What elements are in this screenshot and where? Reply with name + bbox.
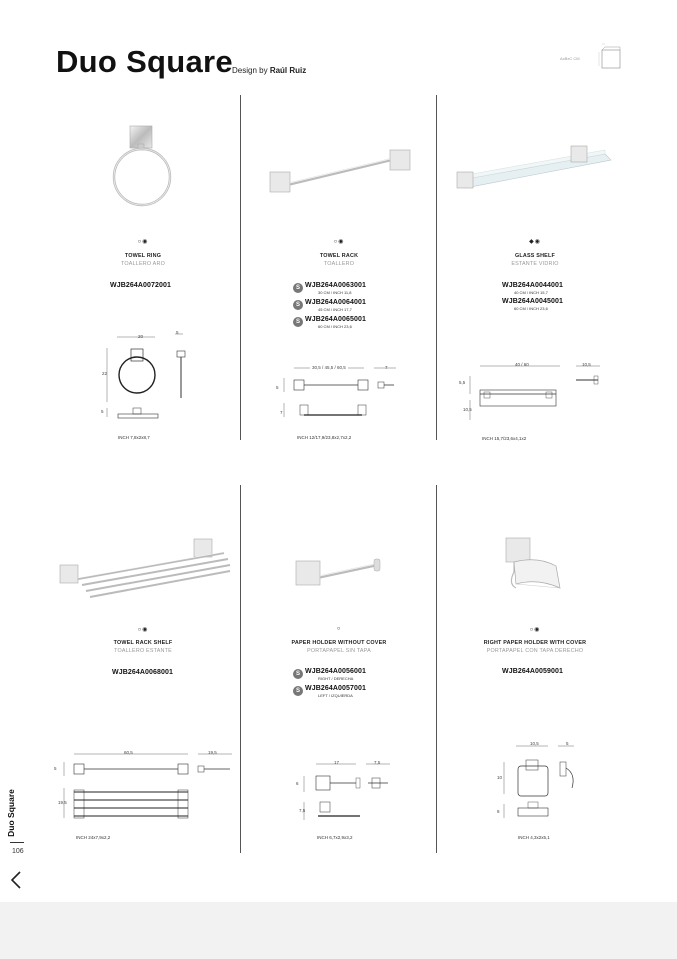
product-name: TOWEL RACK [319, 253, 359, 259]
inch-dimensions: INCH 6,7x2,9x3,2 [317, 835, 353, 840]
product-name-es: TOALLERO ARO [121, 261, 165, 267]
dimension-h: 5,5 [459, 380, 466, 385]
product-name-es: TOALLERO [323, 261, 355, 267]
dimension-a: 40 / 60 [515, 362, 529, 367]
product-code: WJB264A0065001 [305, 316, 366, 323]
finish-options: ○◉ [529, 627, 541, 633]
dimension-b: 5 [176, 330, 179, 335]
finish-options: ○◉ [137, 239, 149, 245]
product-variant: LEFT / IZQUIERDA [318, 693, 353, 698]
towel-rack-drawing [278, 360, 398, 430]
product-name: TOWEL RING [124, 253, 162, 259]
column-divider [436, 95, 437, 440]
glass-shelf-photo [455, 140, 615, 200]
dimension-a: 10,5 [530, 741, 539, 746]
column-divider [436, 485, 437, 853]
dimension-c: 5 [101, 409, 104, 414]
dimension-h: 6 [296, 781, 299, 786]
column-divider [240, 95, 241, 440]
dimension-a: 20 [138, 334, 144, 339]
size-badge-icon: S [293, 317, 303, 327]
dimension-key-label: AxBxC CM [560, 56, 580, 61]
bottom-bar [0, 902, 677, 959]
dimension-h: 10 [497, 775, 503, 780]
page-title: Duo Square [56, 44, 233, 79]
dimension-cube-icon [596, 42, 624, 72]
finish-options: ○◉ [137, 627, 149, 633]
product-name-es: ESTANTE VIDRIO [511, 261, 559, 267]
finish-options: ◆◉ [529, 239, 541, 245]
size-badge-icon: S [293, 283, 303, 293]
product-name-es: PORTAPAPEL CON TAPA DERECHO [486, 648, 584, 654]
dimension-a: 17 [334, 760, 340, 765]
product-code: WJB264A0072001 [110, 282, 171, 289]
column-divider [240, 485, 241, 853]
designer-name: Raúl Ruiz [269, 66, 307, 75]
side-label-text: Duo Square [5, 789, 16, 837]
product-name: RIGHT PAPER HOLDER WITH COVER [483, 640, 587, 646]
product-size: 30 CM / INCH 11,8 [318, 290, 352, 295]
dimension-h: 5 [276, 385, 279, 390]
paper-holder-photo [292, 545, 392, 595]
paper-holder-cover-photo [494, 532, 574, 607]
product-size: 45 CM / INCH 17,7 [318, 307, 352, 312]
paper-holder-drawing [292, 758, 402, 828]
size-badge-icon: S [293, 300, 303, 310]
glass-shelf-drawing [458, 358, 608, 428]
side-section-label [5, 786, 27, 846]
product-code: WJB264A0059001 [502, 668, 563, 675]
dimension-c: 7 [280, 410, 283, 415]
product-variant: RIGHT / DERECHA [318, 676, 354, 681]
dimension-b: 7,5 [374, 760, 381, 765]
product-code: WJB264A0045001 [502, 298, 563, 305]
product-code: WJB264A0056001 [305, 668, 366, 675]
towel-rack-shelf-drawing [58, 746, 238, 826]
dimension-a: 60,5 [124, 750, 133, 755]
inch-dimensions: INCH 4,3x2x5,1 [518, 835, 550, 840]
size-badge-icon: S [293, 686, 303, 696]
product-code: WJB264A0068001 [112, 669, 173, 676]
inch-dimensions: INCH 12/17,9/23,8x2,7x2,2 [297, 435, 352, 440]
finish-options: ○◉ [333, 239, 345, 245]
product-code: WJB264A0057001 [305, 685, 366, 692]
inch-dimensions: INCH 15,7/23,6x4,1x2 [482, 436, 527, 441]
product-size: 40 CM / INCH 15,7 [514, 290, 548, 295]
product-size: 60 CM / INCH 23,6 [318, 324, 352, 329]
towel-ring-drawing [95, 330, 195, 430]
product-size: 60 CM / INCH 23,6 [514, 306, 548, 311]
towel-rack-photo [266, 144, 416, 196]
product-name: PAPER HOLDER WITHOUT COVER [291, 640, 387, 646]
inch-dimensions: INCH 7,8x2x8,7 [118, 435, 150, 440]
dimension-b: 10,5 [582, 362, 591, 367]
dimension-c: 7,5 [299, 808, 306, 813]
dimension-c: 19,5 [58, 800, 67, 805]
dimension-h: 22 [102, 371, 108, 376]
side-rule [10, 842, 24, 843]
product-name: GLASS SHELF [515, 253, 555, 259]
product-name-es: PORTAPAPEL SIN TAPA [307, 648, 371, 654]
dimension-c: 8 [497, 809, 500, 814]
dimension-b: 19,5 [208, 750, 217, 755]
subtitle-prefix: Design by [232, 66, 268, 75]
finish-options: ○ [336, 626, 342, 632]
dimension-h: 5 [54, 766, 57, 771]
product-code: WJB264A0044001 [502, 282, 563, 289]
product-name: TOWEL RACK SHELF [113, 640, 173, 646]
dimension-a: 30,5 / 45,5 / 60,5 [312, 365, 346, 370]
back-arrow-icon[interactable] [9, 870, 23, 890]
product-name-es: TOALLERO ESTANTE [114, 648, 172, 654]
product-code: WJB264A0063001 [305, 282, 366, 289]
inch-dimensions: INCH 24x7,9x2,2 [76, 835, 111, 840]
towel-ring-photo [108, 122, 180, 212]
dimension-b: 5 [566, 741, 569, 746]
towel-rack-shelf-photo [56, 535, 232, 605]
page-number: 106 [12, 848, 24, 855]
size-badge-icon: S [293, 669, 303, 679]
paper-holder-cover-drawing [494, 738, 584, 828]
designer-credit [232, 66, 306, 75]
product-code: WJB264A0064001 [305, 299, 366, 306]
dimension-c: 10,5 [463, 407, 472, 412]
dimension-b: 7 [385, 365, 388, 370]
